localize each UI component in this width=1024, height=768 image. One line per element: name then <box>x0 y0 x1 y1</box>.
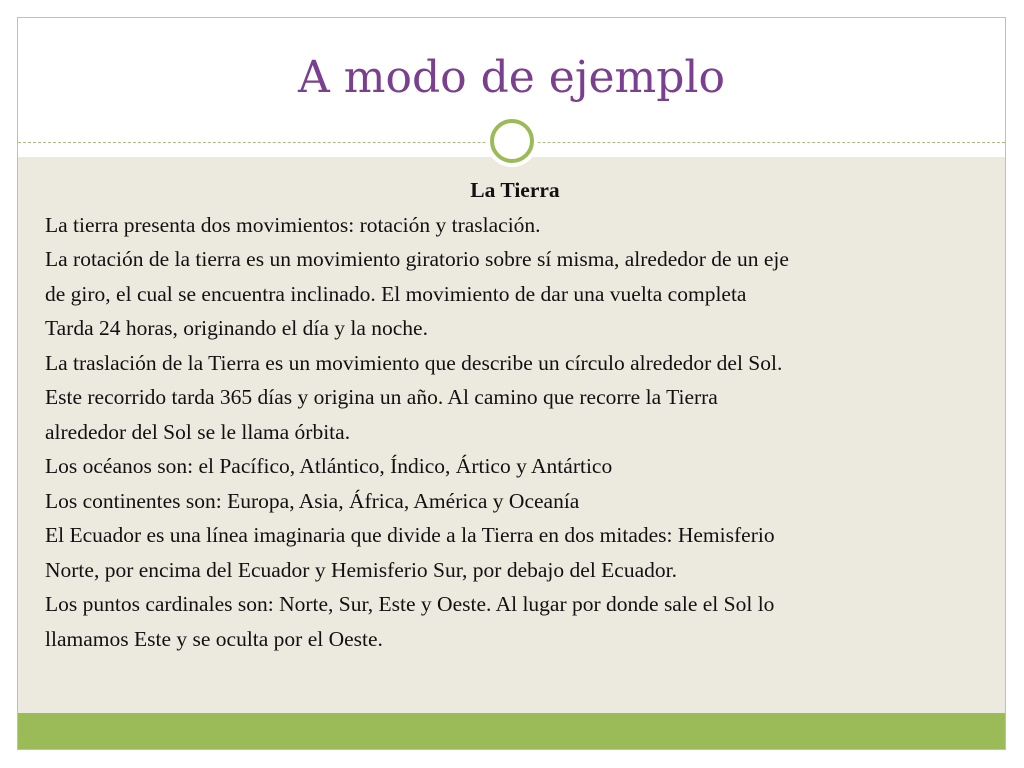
footer-bar <box>18 713 1005 749</box>
content-line: Norte, por encima del Ecuador y Hemisferio Sur, por debajo del Ecuador. <box>45 557 677 582</box>
content-line: El Ecuador es una línea imaginaria que divide a la Tierra en dos mitades: Hemisferio <box>45 523 775 547</box>
content-line: de giro, el cual se encuentra inclinado. El movimiento de dar una vuelta completa <box>45 281 747 306</box>
content-line: alrededor del Sol se le llama órbita. <box>45 419 351 444</box>
content-line: Los océanos son: el Pacífico, Atlántico, Índico, Ártico y Antártico <box>45 454 613 478</box>
content-line: La rotación de la tierra es un movimiento giratorio sobre sí misma, alrededor de un eje <box>45 247 789 271</box>
content-line: llamamos Este y se oculta por el Oeste. <box>45 626 383 651</box>
content-line: Los puntos cardinales son: Norte, Sur, Este y Oeste. Al lugar por donde sale el Sol lo <box>45 592 775 616</box>
slide <box>17 17 1006 750</box>
content-heading: La Tierra <box>470 178 560 202</box>
content-line: Este recorrido tarda 365 días y origina un año. Al camino que recorre la Tierra <box>45 385 718 409</box>
content-line: Tarda 24 horas, originando el día y la noche. <box>45 316 428 340</box>
slide-content <box>45 173 985 656</box>
slide-title: A modo de ejemplo <box>298 52 725 103</box>
ring-icon <box>490 119 534 163</box>
circle-ornament-icon <box>486 115 538 167</box>
content-line: La tierra presenta dos movimientos: rotación y traslación. <box>45 212 541 237</box>
content-line: La traslación de la Tierra es un movimiento que describe un círculo alrededor del Sol. <box>45 350 783 375</box>
content-line: Los continentes son: Europa, Asia, África, América y Oceanía <box>45 488 580 513</box>
